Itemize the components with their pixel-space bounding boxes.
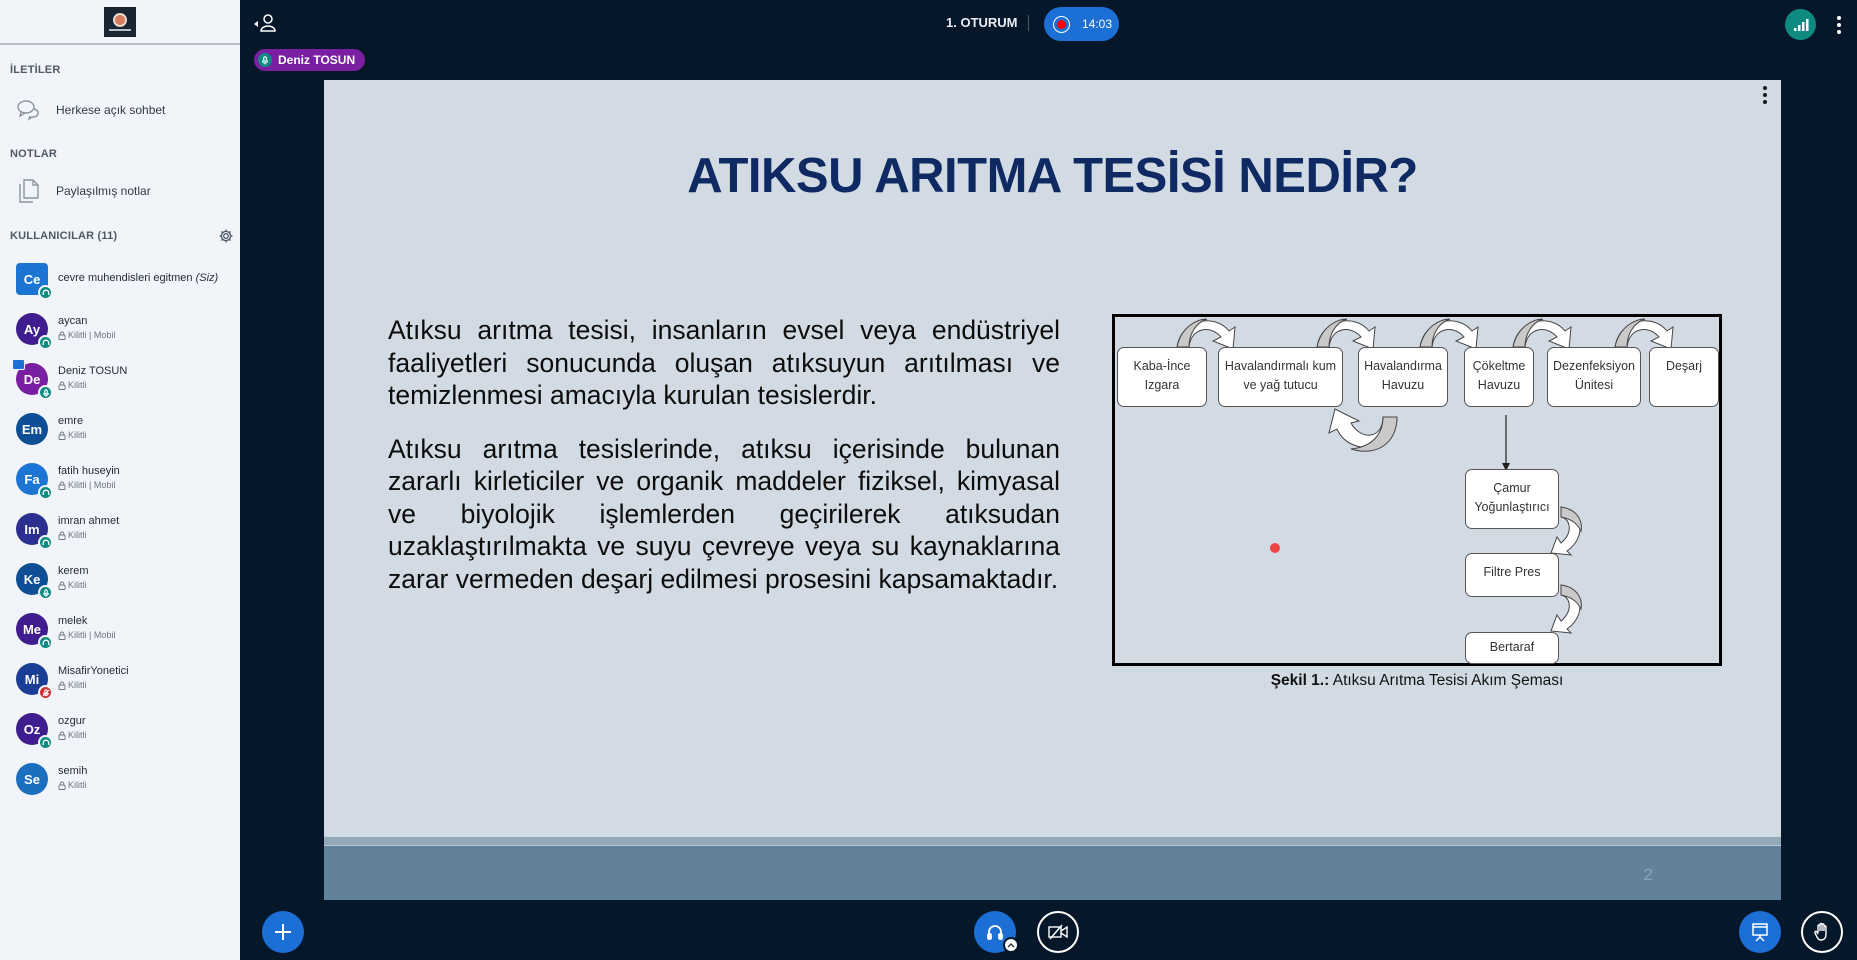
diagram-box: Kaba-İnce Izgara (1117, 347, 1207, 407)
user-list-item[interactable] (0, 313, 240, 363)
figure-caption: Şekil 1.: Atıksu Arıtma Tesisi Akım Şeması (1270, 672, 1564, 689)
lock-icon (58, 381, 66, 390)
user-name: imran ahmet (58, 515, 120, 527)
user-list-item[interactable] (0, 563, 240, 613)
record-icon (1053, 16, 1070, 33)
divider (1028, 15, 1029, 31)
user-name: semih (58, 765, 88, 777)
diagram-box: Deşarj (1649, 347, 1719, 407)
diagram-box: Bertaraf (1465, 632, 1559, 664)
user-name: fatih huseyin (58, 465, 120, 477)
avatar: Se (16, 763, 48, 795)
headphones-icon (38, 335, 53, 350)
diagram-box: Havalandırmalı kum ve yağ tutucu (1218, 347, 1343, 407)
headphones-icon (38, 285, 53, 300)
user-name: Deniz TOSUN (58, 365, 128, 377)
avatar: Ce (16, 263, 48, 295)
raise-hand-button[interactable] (1801, 911, 1843, 953)
options-menu-button[interactable] (1834, 14, 1844, 36)
organization-logo (104, 7, 136, 37)
user-list-item[interactable] (0, 413, 240, 463)
avatar: Im (16, 513, 48, 545)
connection-status-button[interactable] (1785, 9, 1816, 40)
current-talker-indicator[interactable] (254, 49, 365, 71)
lock-icon (58, 781, 66, 790)
headphones-icon (38, 535, 53, 550)
lock-icon (58, 631, 66, 640)
users-section-header (0, 228, 240, 244)
presenter-icon (12, 359, 25, 370)
shared-notes-label: Paylaşılmış notlar (56, 184, 151, 198)
video-off-icon (1047, 924, 1069, 940)
user-list-item[interactable] (0, 663, 240, 713)
chevron-up-icon (1007, 942, 1015, 948)
lock-icon (58, 331, 66, 340)
lock-icon (58, 431, 66, 440)
notes-document-icon (16, 178, 42, 204)
user-status: Kilitli | Mobil (68, 630, 116, 640)
user-list (0, 263, 240, 813)
chat-bubbles-icon (16, 97, 42, 123)
microphone-muted-icon (38, 685, 53, 700)
avatar: Fa (16, 463, 48, 495)
actions-button[interactable] (262, 911, 304, 953)
messages-section-title: İLETİLER (10, 64, 61, 76)
gear-icon[interactable] (218, 228, 234, 244)
diagram-box: Çökeltme Havuzu (1464, 347, 1534, 407)
avatar: Ke (16, 563, 48, 595)
microphone-icon (258, 53, 272, 67)
presentation-options-button[interactable] (1761, 86, 1769, 104)
user-status: Kilitli (68, 580, 87, 590)
diagram-box: Filtre Pres (1465, 553, 1559, 597)
sidebar (0, 0, 240, 960)
headphones-icon (38, 485, 53, 500)
avatar: Mi (16, 663, 48, 695)
headphones-icon (38, 635, 53, 650)
slide-paragraph: Atıksu arıtma tesislerinde, atıksu içerisinde bulunan zararlı kirleticiler ve organik maddeler fiziksel, kimyasal ve biyolojik işlemlerden geçirilerek atıksudan uzaklaştırılmakta ve suyu çevreye veya su kaynaklarına zarar vermeden deşarj edilmesi prosesini kapsamaktadır. (388, 433, 1060, 594)
slide-page-number: 2 (1643, 865, 1653, 884)
user-name: cevre muhendisleri egitmen (58, 272, 193, 284)
users-section-title: KULLANICILAR (11) (10, 230, 118, 242)
user-name: ozgur (58, 715, 86, 727)
user-name: melek (58, 615, 88, 627)
logo-area (0, 0, 240, 45)
user-status: Kilitli (68, 680, 87, 690)
lock-icon (58, 481, 66, 490)
diagram-box: Çamur Yoğunlaştırıcı (1465, 469, 1559, 529)
notes-section-title: NOTLAR (10, 148, 58, 160)
public-chat-item[interactable] (16, 97, 165, 123)
hand-icon (1813, 922, 1831, 942)
recording-button[interactable] (1044, 7, 1119, 41)
slide-body (388, 314, 1060, 616)
laser-pointer (1270, 543, 1280, 553)
user-list-item[interactable] (0, 513, 240, 563)
presentation-button[interactable] (1739, 911, 1781, 953)
user-list-item[interactable] (0, 763, 240, 813)
user-name: aycan (58, 315, 88, 327)
microphone-icon (38, 585, 53, 600)
lock-icon (58, 581, 66, 590)
user-list-item[interactable] (0, 713, 240, 763)
user-status: Kilitli (68, 730, 87, 740)
user-list-icon (252, 12, 280, 34)
avatar: De (16, 363, 48, 395)
you-label: (Siz) (195, 272, 219, 284)
user-list-item[interactable] (0, 263, 240, 313)
user-list-item[interactable] (0, 363, 240, 413)
user-status: Kilitli (68, 780, 87, 790)
presentation-slide (324, 80, 1781, 900)
share-webcam-button[interactable] (1037, 911, 1079, 953)
plus-icon (273, 922, 293, 942)
shared-notes-item[interactable] (16, 178, 151, 204)
slide-title: ATIKSU ARITMA TESİSİ NEDİR? (687, 149, 1418, 203)
user-name: kerem (58, 565, 89, 577)
toggle-userlist-button[interactable] (252, 12, 280, 34)
recording-time: 14:03 (1082, 17, 1113, 31)
avatar: Oz (16, 713, 48, 745)
slide-footer (324, 845, 1781, 900)
avatar: Ay (16, 313, 48, 345)
public-chat-label: Herkese açık sohbet (56, 103, 166, 117)
flow-diagram (1112, 314, 1722, 666)
slide-footer-band (324, 837, 1781, 845)
talker-name: Deniz TOSUN (278, 53, 356, 67)
user-status: Kilitli | Mobil (68, 330, 116, 340)
diagram-box: Havalandırma Havuzu (1358, 347, 1448, 407)
diagram-box: Dezenfeksiyon Ünitesi (1547, 347, 1641, 407)
microphone-icon (38, 385, 53, 400)
headphones-icon (38, 735, 53, 750)
user-status: Kilitli (68, 380, 87, 390)
lock-icon (58, 731, 66, 740)
audio-options-button[interactable] (1003, 937, 1019, 953)
lock-icon (58, 531, 66, 540)
user-list-item[interactable] (0, 613, 240, 663)
session-name: 1. OTURUM (946, 15, 1018, 30)
headphones-icon (986, 923, 1004, 941)
slide-paragraph: Atıksu arıtma tesisi, insanların evsel veya endüstriyel faaliyetleri sonucunda oluşan atıksuyun arıtılması ve temizlenmesi amacıyla kurulan tesislerdir. (388, 315, 1060, 410)
lock-icon (58, 681, 66, 690)
user-status: Kilitli (68, 430, 87, 440)
user-status: Kilitli (68, 530, 87, 540)
user-list-item[interactable] (0, 463, 240, 513)
user-name: MisafirYonetici (58, 665, 129, 677)
avatar: Me (16, 613, 48, 645)
user-name: emre (58, 415, 84, 427)
signal-bars-icon (1793, 18, 1809, 32)
avatar: Em (16, 413, 48, 445)
user-status: Kilitli | Mobil (68, 480, 116, 490)
presentation-icon (1750, 922, 1770, 942)
